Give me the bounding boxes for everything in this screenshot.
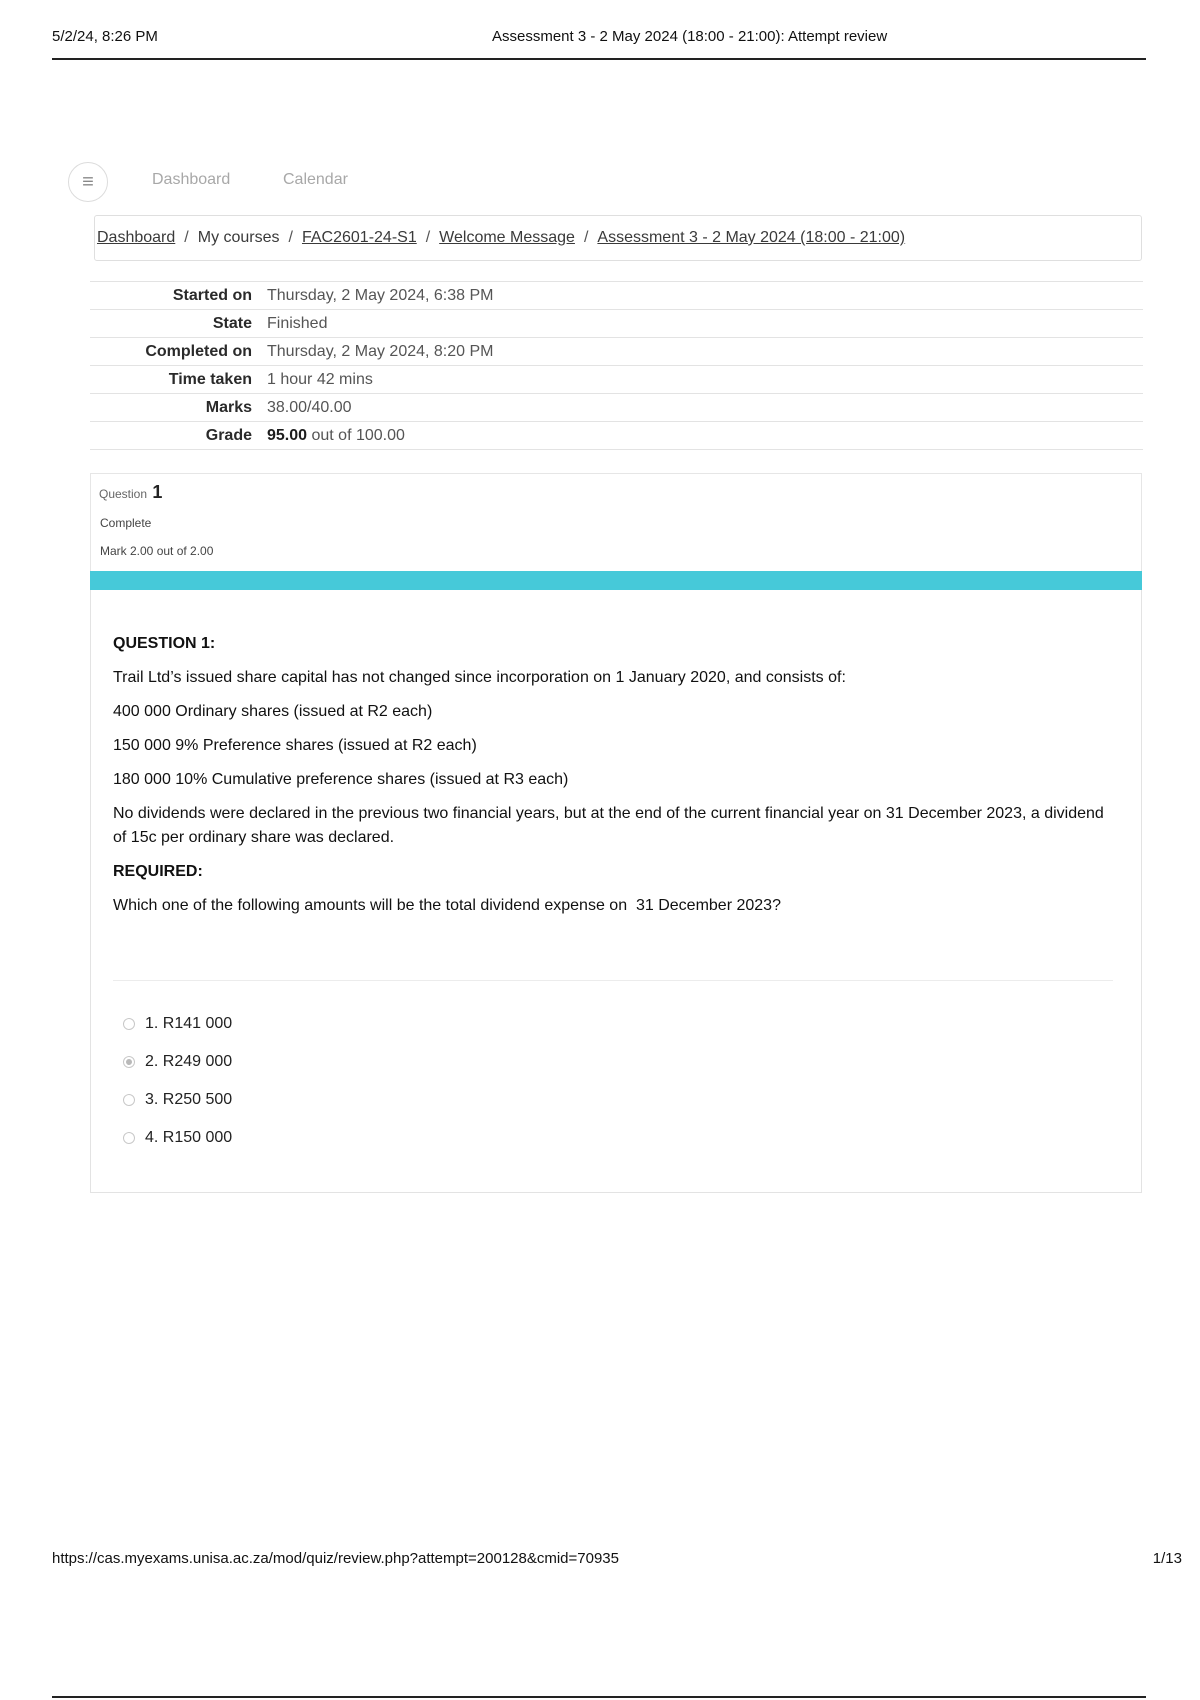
- question-paragraph: 180 000 10% Cumulative preference shares (issued at R3 each): [113, 771, 569, 788]
- question-prompt: Which one of the following amounts will be the total dividend expense on 31 December 2023?: [113, 897, 781, 914]
- breadcrumb-dashboard[interactable]: Dashboard: [97, 229, 176, 246]
- summary-value: 38.00/40.00: [267, 398, 352, 416]
- summary-row-grade: [90, 422, 1143, 450]
- summary-value: Thursday, 2 May 2024, 8:20 PM: [267, 342, 494, 360]
- summary-label: Grade: [205, 426, 252, 444]
- print-title: Assessment 3 - 2 May 2024 (18:00 - 21:00): Attempt review: [492, 28, 888, 45]
- breadcrumb: [94, 215, 1142, 261]
- answer-options: [123, 1005, 232, 1157]
- summary-label: Time taken: [168, 370, 252, 388]
- attempt-summary-table: [90, 281, 1143, 450]
- print-page-number: 1/13: [1152, 1550, 1182, 1567]
- breadcrumb-my-courses: My courses: [197, 229, 280, 246]
- nav-calendar-link[interactable]: Calendar: [283, 171, 348, 188]
- summary-row-time-taken: [90, 366, 1143, 394]
- question-state: Complete: [100, 516, 152, 530]
- top-navbar: [68, 162, 1148, 202]
- question-number-value: 1: [152, 482, 163, 502]
- question-paragraph: No dividends were declared in the previous two financial years, but at the end of the current financial year on 31 December 2023, a dividend of 15c per ordinary share was declared.: [113, 805, 1104, 846]
- answer-label: 1. R141 000: [145, 1015, 233, 1032]
- summary-value: [267, 422, 1143, 450]
- answer-option[interactable]: [123, 1005, 232, 1043]
- question-heading: QUESTION 1:: [113, 635, 216, 652]
- question-number: [99, 482, 162, 503]
- radio-button-selected[interactable]: [123, 1056, 135, 1068]
- question-paragraph: 150 000 9% Preference shares (issued at R2 each): [113, 737, 477, 754]
- question-mark: Mark 2.00 out of 2.00: [100, 544, 214, 558]
- answer-label: 4. R150 000: [145, 1129, 233, 1146]
- answer-label: 2. R249 000: [145, 1053, 233, 1070]
- summary-label: Started on: [172, 286, 252, 304]
- nav-dashboard-link[interactable]: Dashboard: [152, 171, 231, 188]
- radio-button[interactable]: [123, 1132, 135, 1144]
- answer-option[interactable]: [123, 1081, 232, 1119]
- print-url: https://cas.myexams.unisa.ac.za/mod/quiz/review.php?attempt=200128&cmid=70935: [52, 1550, 619, 1567]
- radio-button[interactable]: [123, 1018, 135, 1030]
- bottom-divider: [52, 1696, 1146, 1698]
- question-text: [113, 632, 1113, 928]
- summary-row-completed: [90, 338, 1143, 366]
- grade-suffix: out of 100.00: [307, 426, 405, 444]
- grade-value: 95.00: [267, 426, 308, 444]
- breadcrumb-separator: /: [184, 229, 189, 246]
- hamburger-menu-icon[interactable]: ≡: [68, 162, 108, 202]
- question-label: Question: [99, 487, 148, 501]
- answer-label: 3. R250 500: [145, 1091, 233, 1108]
- print-header: [52, 26, 1146, 60]
- summary-row-marks: [90, 394, 1143, 422]
- question-info: [90, 473, 1142, 571]
- breadcrumb-separator: /: [288, 229, 293, 246]
- question-paragraph: Trail Ltd’s issued share capital has not changed since incorporation on 1 January 2020, and consists of:: [113, 669, 846, 686]
- summary-row-state: [90, 310, 1143, 338]
- print-date: 5/2/24, 8:26 PM: [52, 28, 158, 45]
- summary-label: State: [212, 314, 252, 332]
- question-content: [90, 590, 1142, 1193]
- summary-label: Completed on: [145, 342, 252, 360]
- breadcrumb-course[interactable]: FAC2601-24-S1: [301, 229, 417, 246]
- breadcrumb-assessment[interactable]: Assessment 3 - 2 May 2024 (18:00 - 21:00): [597, 229, 906, 246]
- answer-option[interactable]: [123, 1043, 232, 1081]
- summary-row-started: [90, 282, 1143, 310]
- breadcrumb-separator: /: [583, 229, 589, 246]
- question-header-bar: [90, 571, 1142, 590]
- breadcrumb-separator: /: [425, 229, 431, 246]
- answer-divider: [113, 980, 1113, 981]
- summary-value: Thursday, 2 May 2024, 6:38 PM: [267, 286, 494, 304]
- summary-label: Marks: [205, 398, 252, 416]
- question-paragraph: 400 000 Ordinary shares (issued at R2 each): [113, 703, 433, 720]
- required-heading: REQUIRED:: [113, 863, 203, 880]
- breadcrumb-welcome-message[interactable]: Welcome Message: [439, 229, 575, 246]
- radio-button[interactable]: [123, 1094, 135, 1106]
- summary-value: Finished: [267, 314, 328, 332]
- summary-value: 1 hour 42 mins: [267, 370, 373, 388]
- answer-option[interactable]: [123, 1119, 232, 1157]
